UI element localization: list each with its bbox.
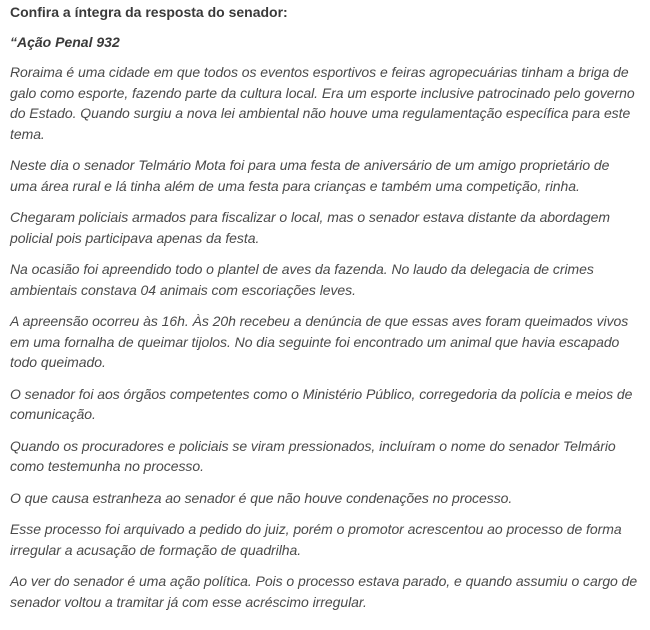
case-title: “Ação Penal 932 bbox=[10, 34, 120, 50]
paragraph-2: Neste dia o senador Telmário Mota foi para uma festa de aniversário de um amigo proprietário de uma área rural e lá tinha além de uma festa para crianças e também uma competição, rinha. bbox=[10, 157, 610, 194]
paragraph-3: Chegaram policiais armados para fiscalizar o local, mas o senador estava distante da abordagem policial pois participava apenas da festa. bbox=[10, 209, 610, 246]
paragraph-8: O que causa estranheza ao senador é que não houve condenações no processo. bbox=[10, 489, 513, 506]
paragraph-4: Na ocasião foi apreendido todo o plantel de aves da fazenda. No laudo da delegacia de crimes ambientais constava 04 animais com escoriações leves. bbox=[10, 261, 594, 298]
paragraph-6: O senador foi aos órgãos competentes como o Ministério Público, corregedoria da polícia e meios de comunicação. bbox=[10, 385, 633, 422]
paragraph-9: Esse processo foi arquivado a pedido do juiz, porém o promotor acrescentou ao processo de forma irregular a acusação de formação de quadrilha. bbox=[10, 521, 622, 558]
paragraph-10: Ao ver do senador é uma ação política. Pois o processo estava parado, e quando assumiu o cargo de senador voltou a tramitar já com esse acréscimo irregular. bbox=[10, 573, 638, 610]
article-heading: Confira a íntegra da resposta do senador: bbox=[10, 4, 288, 20]
paragraph-1: Roraima é uma cidade em que todos os eventos esportivos e feiras agropecuárias tinham a briga de galo como esporte, fazendo parte da cultura local. Era um esporte inclusive patrocinado pelo governo do Estado. Quando surgiu a nova lei ambiental não houve uma regulamentação específica para este tema. bbox=[10, 64, 635, 142]
paragraph-7: Quando os procuradores e policiais se viram pressionados, incluíram o nome do senador Telmário como testemunha no processo. bbox=[10, 437, 616, 474]
paragraph-5: A apreensão ocorreu às 16h. Às 20h recebeu a denúncia de que essas aves foram queimados vivos em uma fornalha de queimar tijolos. No dia seguinte foi encontrado um animal que havia escapado todo queimado. bbox=[10, 313, 629, 370]
